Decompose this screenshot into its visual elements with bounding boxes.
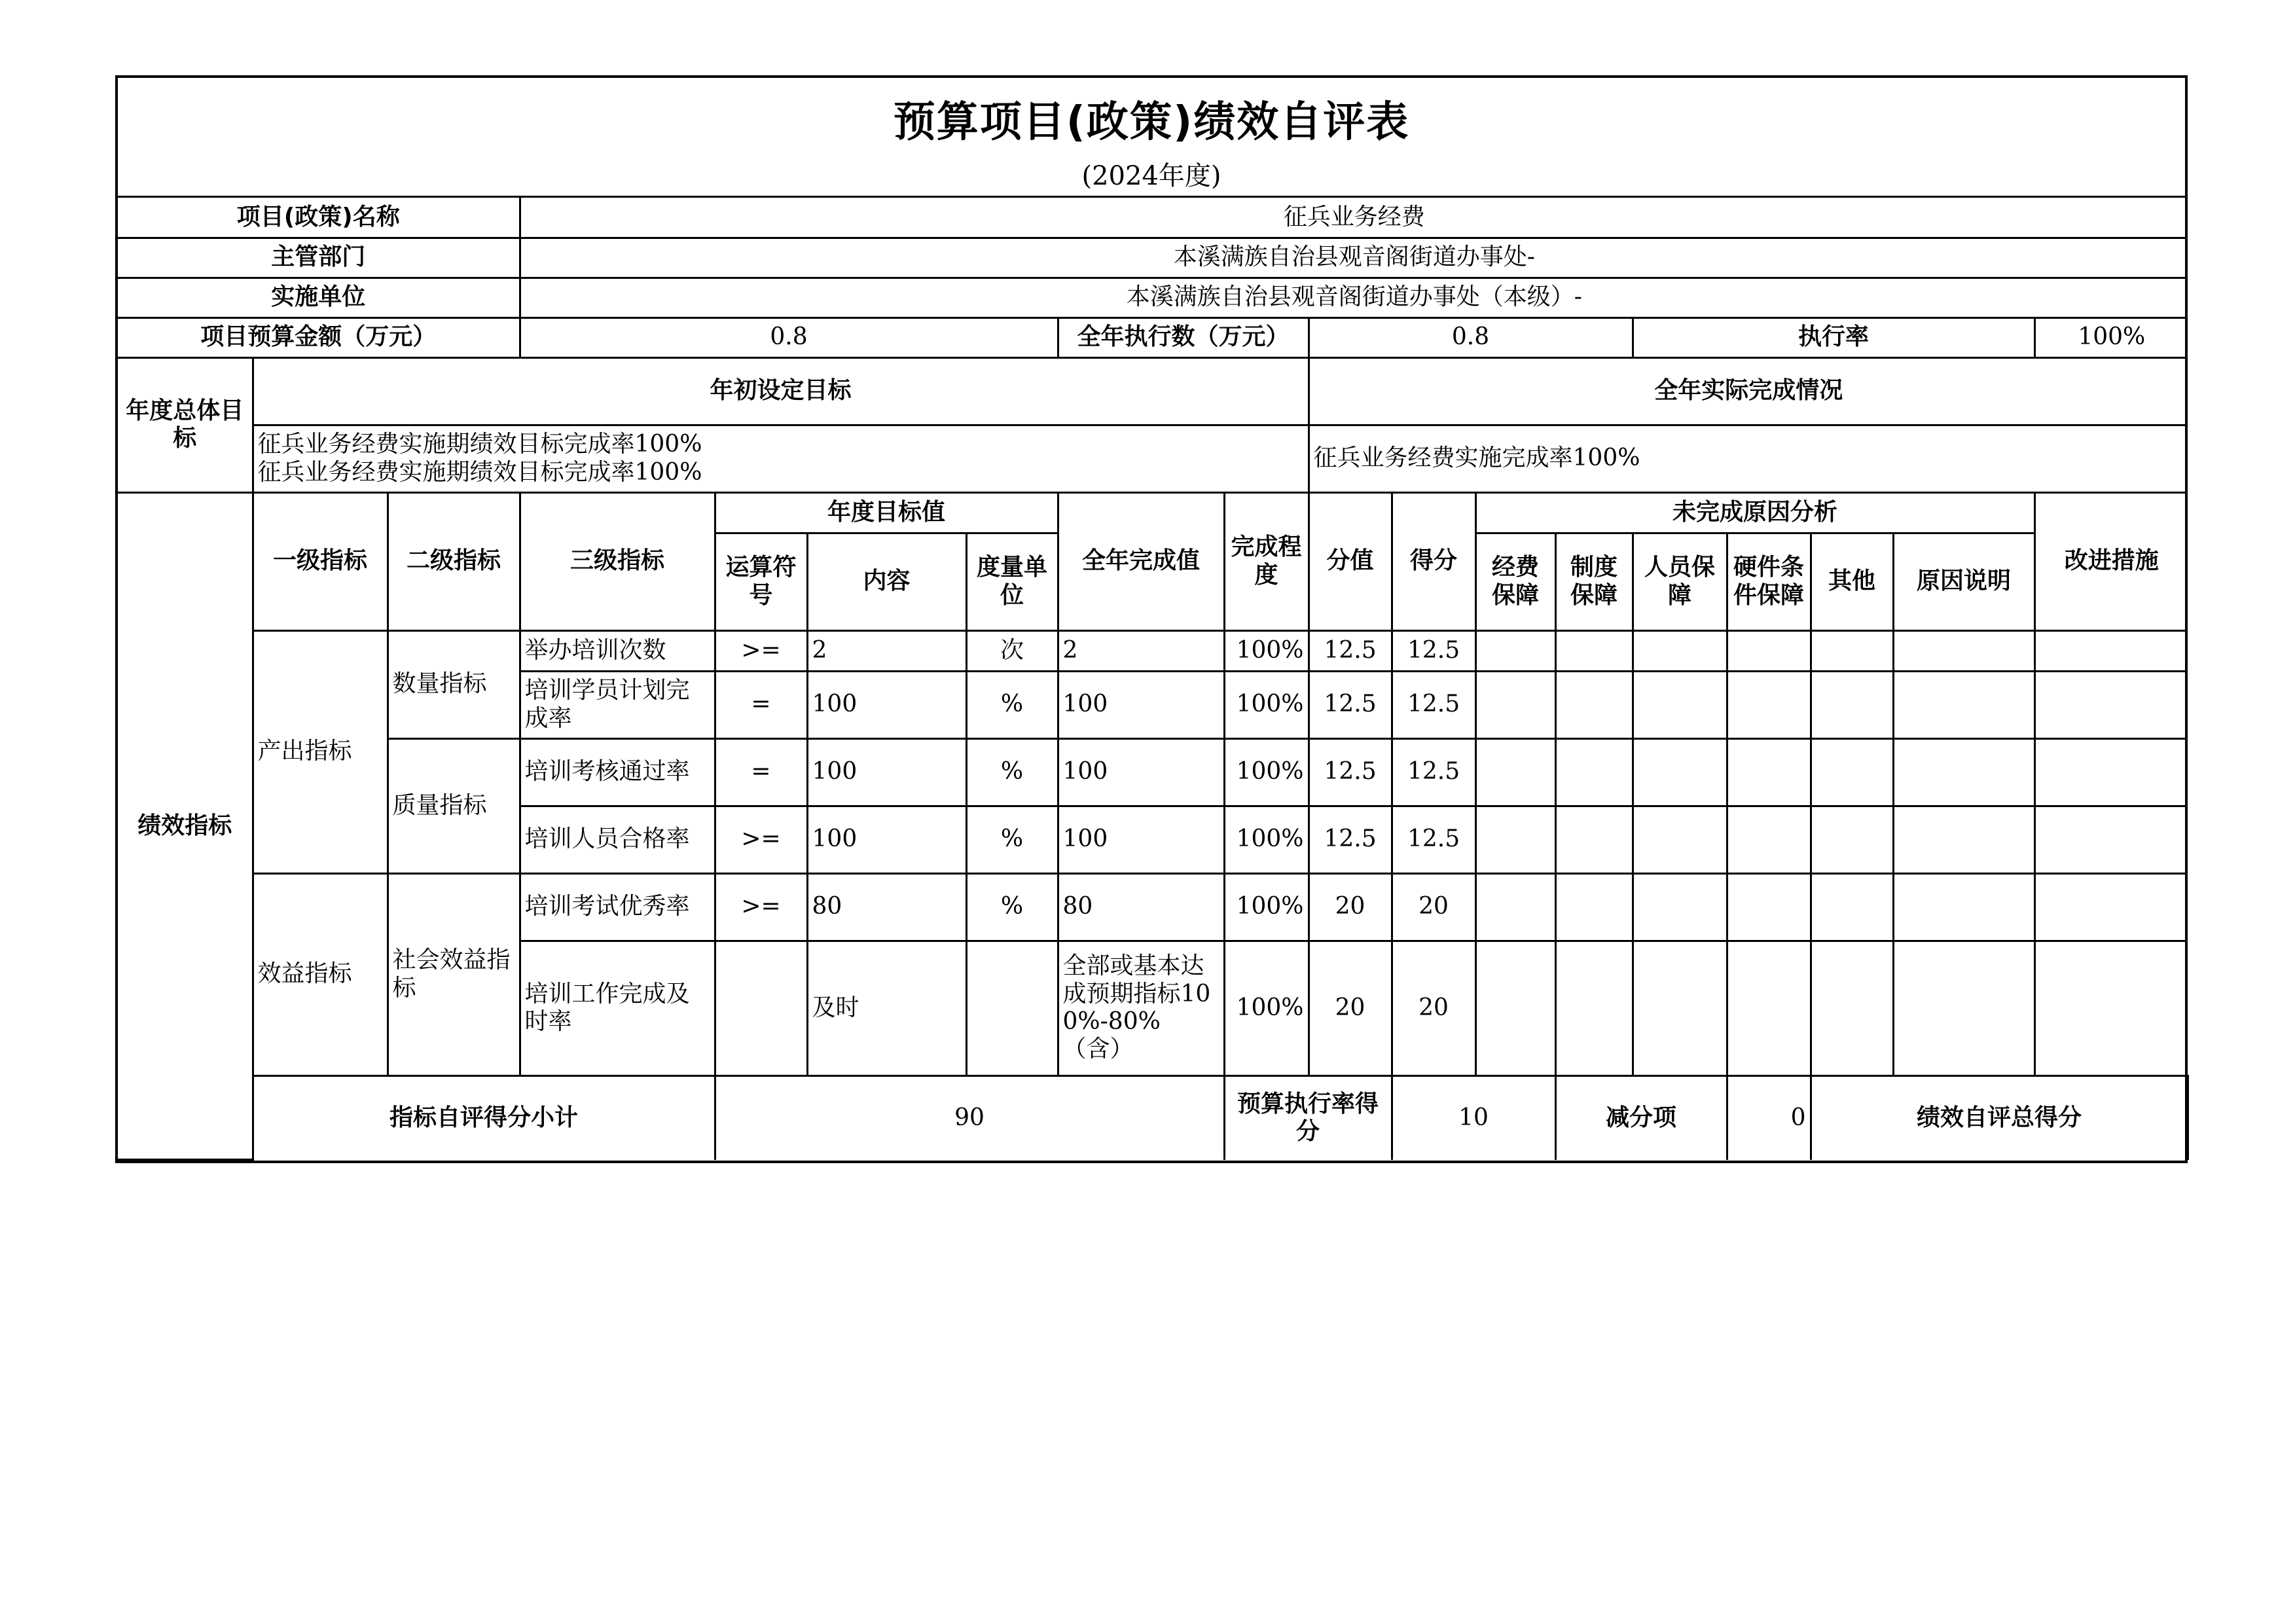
indicator-content: 100 [807, 806, 966, 873]
empty-cell [1893, 630, 2034, 671]
header-actual: 全年完成值 [1058, 492, 1224, 630]
empty-cell [1633, 671, 1727, 738]
indicator-unit [966, 941, 1058, 1075]
header-level2: 二级指标 [388, 492, 520, 630]
indicator-score: 12.5 [1392, 630, 1475, 671]
empty-cell [1475, 630, 1555, 671]
header-level1: 一级指标 [253, 492, 388, 630]
exec-label: 全年执行数（万元） [1058, 317, 1309, 357]
total-label: 绩效自评总得分 [1811, 1075, 2188, 1160]
indicator-name: 培训人员合格率 [520, 806, 715, 873]
empty-cell [1893, 873, 2034, 941]
indicator-name: 培训工作完成及时率 [520, 941, 715, 1075]
actual-goal-header: 全年实际完成情况 [1309, 357, 2188, 425]
empty-cell [1633, 738, 1727, 806]
header-improve: 改进措施 [2034, 492, 2188, 630]
empty-cell [1727, 738, 1811, 806]
level2-cell: 社会效益指标 [388, 873, 520, 1075]
indicator-score: 20 [1392, 873, 1475, 941]
empty-cell [1475, 671, 1555, 738]
empty-cell [1727, 671, 1811, 738]
title-block [118, 78, 2185, 198]
table-row [118, 630, 2188, 671]
set-goal-line: 征兵业务经费实施期绩效目标完成率100% [257, 458, 702, 486]
level2-cell: 质量指标 [388, 738, 520, 873]
empty-cell [1555, 806, 1633, 873]
header-level3: 三级指标 [520, 492, 715, 630]
empty-cell [1893, 738, 2034, 806]
project-name-label: 项目(政策)名称 [118, 198, 520, 238]
annual-goal-label: 年度总体目标 [118, 357, 253, 492]
indicator-op: >= [715, 873, 807, 941]
indicator-unit: % [966, 738, 1058, 806]
indicator-score: 12.5 [1392, 671, 1475, 738]
indicator-op [715, 941, 807, 1075]
evaluation-table [118, 198, 2188, 1161]
header-reason-hardware: 硬件条件保障 [1727, 533, 1811, 630]
empty-cell [2034, 941, 2188, 1075]
empty-cell [1727, 941, 1811, 1075]
table-row [118, 873, 2188, 941]
unit-value: 本溪满族自治县观音阁街道办事处（本级）- [520, 278, 2188, 317]
indicator-actual: 100 [1058, 671, 1224, 738]
empty-cell [2034, 738, 2188, 806]
empty-cell [1555, 941, 1633, 1075]
header-reason-funds: 经费保障 [1475, 533, 1555, 630]
empty-cell [2034, 873, 2188, 941]
indicator-unit: 次 [966, 630, 1058, 671]
header-unit: 度量单位 [966, 533, 1058, 630]
header-reason-system: 制度保障 [1555, 533, 1633, 630]
header-content: 内容 [807, 533, 966, 630]
indicator-degree: 100% [1224, 630, 1309, 671]
indicator-content: 100 [807, 671, 966, 738]
page-title: 预算项目(政策)绩效自评表 [893, 98, 1410, 147]
indicator-degree: 100% [1224, 873, 1309, 941]
empty-cell [1811, 806, 1893, 873]
indicator-value: 12.5 [1309, 671, 1392, 738]
empty-cell [1555, 873, 1633, 941]
deduct-label: 减分项 [1555, 1075, 1727, 1160]
header-degree: 完成程度 [1224, 492, 1309, 630]
empty-cell [1555, 630, 1633, 671]
indicator-actual: 100 [1058, 738, 1224, 806]
header-score: 得分 [1392, 492, 1475, 630]
indicator-score: 12.5 [1392, 806, 1475, 873]
rate-label: 执行率 [1633, 317, 2034, 357]
indicator-op: = [715, 671, 807, 738]
budget-value: 0.8 [520, 317, 1058, 357]
budget-score-label: 预算执行率得分 [1224, 1075, 1392, 1160]
indicator-value: 20 [1309, 941, 1392, 1075]
header-reasons-group: 未完成原因分析 [1475, 492, 2034, 533]
indicator-content: 80 [807, 873, 966, 941]
header-reason-explain: 原因说明 [1893, 533, 2034, 630]
level1-cell: 效益指标 [253, 873, 388, 1075]
empty-cell [1811, 671, 1893, 738]
empty-cell [1475, 873, 1555, 941]
indicator-actual: 100 [1058, 806, 1224, 873]
indicator-name: 培训考核通过率 [520, 738, 715, 806]
indicator-unit: % [966, 806, 1058, 873]
indicator-unit: % [966, 873, 1058, 941]
self-evaluation-form [115, 75, 2188, 1163]
actual-goal-text: 征兵业务经费实施完成率100% [1309, 425, 2188, 492]
deduct-value: 0 [1727, 1075, 1811, 1160]
empty-cell [2034, 671, 2188, 738]
empty-cell [1633, 630, 1727, 671]
indicator-name: 培训考试优秀率 [520, 873, 715, 941]
header-target-group: 年度目标值 [715, 492, 1058, 533]
empty-cell [1475, 941, 1555, 1075]
budget-score-value: 10 [1392, 1075, 1555, 1160]
empty-cell [1633, 873, 1727, 941]
unit-label: 实施单位 [118, 278, 520, 317]
indicator-actual: 全部或基本达成预期指标100%-80%（含） [1058, 941, 1224, 1075]
indicator-name: 培训学员计划完成率 [520, 671, 715, 738]
indicator-degree: 100% [1224, 806, 1309, 873]
empty-cell [1633, 806, 1727, 873]
empty-cell [1893, 671, 2034, 738]
level1-cell: 产出指标 [253, 630, 388, 873]
indicator-op: >= [715, 630, 807, 671]
header-op: 运算符号 [715, 533, 807, 630]
indicator-score: 20 [1392, 941, 1475, 1075]
indicator-score: 12.5 [1392, 738, 1475, 806]
empty-cell [1893, 806, 2034, 873]
empty-cell [1555, 671, 1633, 738]
set-goal-text [253, 425, 1309, 492]
indicator-actual: 2 [1058, 630, 1224, 671]
dept-label: 主管部门 [118, 238, 520, 278]
empty-cell [1727, 630, 1811, 671]
indicator-value: 12.5 [1309, 630, 1392, 671]
indicators-section-label: 绩效指标 [118, 492, 253, 1160]
empty-cell [1727, 873, 1811, 941]
indicator-content: 及时 [807, 941, 966, 1075]
header-reason-staff: 人员保障 [1633, 533, 1727, 630]
empty-cell [2034, 806, 2188, 873]
indicator-name: 举办培训次数 [520, 630, 715, 671]
level2-cell: 数量指标 [388, 630, 520, 738]
set-goal-line: 征兵业务经费实施期绩效目标完成率100% [257, 431, 702, 458]
indicator-value: 12.5 [1309, 738, 1392, 806]
indicator-actual: 80 [1058, 873, 1224, 941]
empty-cell [1633, 941, 1727, 1075]
indicator-value: 12.5 [1309, 806, 1392, 873]
empty-cell [1811, 630, 1893, 671]
subtotal-value: 90 [715, 1075, 1224, 1160]
empty-cell [1475, 738, 1555, 806]
subtotal-label: 指标自评得分小计 [253, 1075, 715, 1160]
indicator-degree: 100% [1224, 941, 1309, 1075]
indicator-op: >= [715, 806, 807, 873]
project-name-value: 征兵业务经费 [520, 198, 2188, 238]
budget-label: 项目预算金额（万元） [118, 317, 520, 357]
indicator-degree: 100% [1224, 738, 1309, 806]
indicator-unit: % [966, 671, 1058, 738]
empty-cell [1475, 806, 1555, 873]
indicator-op: = [715, 738, 807, 806]
empty-cell [1727, 806, 1811, 873]
empty-cell [2034, 630, 2188, 671]
indicator-content: 2 [807, 630, 966, 671]
exec-value: 0.8 [1309, 317, 1633, 357]
dept-value: 本溪满族自治县观音阁街道办事处- [520, 238, 2188, 278]
empty-cell [1811, 873, 1893, 941]
indicator-value: 20 [1309, 873, 1392, 941]
set-goal-header: 年初设定目标 [253, 357, 1309, 425]
rate-value: 100% [2034, 317, 2188, 357]
table-row [118, 738, 2188, 806]
indicator-degree: 100% [1224, 671, 1309, 738]
empty-cell [1555, 738, 1633, 806]
empty-cell [1893, 941, 2034, 1075]
empty-cell [1811, 941, 1893, 1075]
fiscal-year: (2024年度) [1081, 161, 1221, 191]
header-reason-other: 其他 [1811, 533, 1893, 630]
header-score-value: 分值 [1309, 492, 1392, 630]
empty-cell [1811, 738, 1893, 806]
indicator-content: 100 [807, 738, 966, 806]
